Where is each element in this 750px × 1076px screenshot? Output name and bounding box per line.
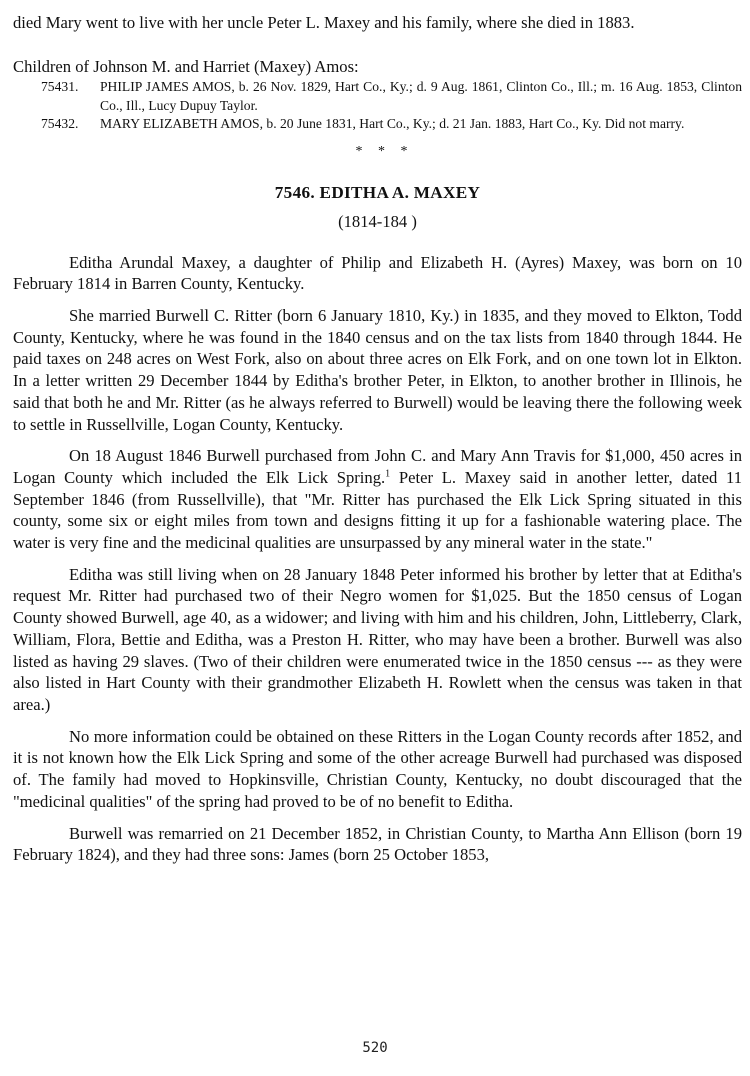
body-paragraph-1: Editha Arundal Maxey, a daughter of Philip and Elizabeth H. (Ayres) Maxey, was born on 10 February 1814 in Barren County, Kentucky. <box>13 252 742 294</box>
child-text: MARY ELIZABETH AMOS, b. 20 June 1831, Hart Co., Ky.; d. 21 Jan. 1883, Hart Co., Ky. Did not marry. <box>100 116 685 132</box>
child-number: 75431. <box>41 79 79 95</box>
section-separator: * * * <box>355 143 414 159</box>
body-paragraph-4: Editha was still living when on 28 January 1848 Peter informed his brother by letter that at Editha's request Mr. Ritter had purchased two of their Negro women for $1,025. But the 1850 census of Logan County showed Burwell, age 40, as a widower; and living with him and his children, John, Littleberry, Clark, William, Flora, Bettie and Editha, was a Preston H. Ritter, who may have been a brother. Burwell was also listed as having 29 slaves. (Two of their children were enumerated twice in the 1850 census --- as they were also listed in Hart County with their grandmother Elizabeth H. Rowlett when the census was taken in that area.) <box>13 564 742 714</box>
child-entry <box>13 78 742 115</box>
intro-paragraph: died Mary went to live with her uncle Peter L. Maxey and his family, where she died in 1883. <box>13 13 635 32</box>
document-page <box>13 12 742 866</box>
children-heading: Children of Johnson M. and Harriet (Maxey) Amos: <box>13 56 359 76</box>
footnote-marker: 1 <box>385 468 391 480</box>
child-text: PHILIP JAMES AMOS, b. 26 Nov. 1829, Hart Co., Ky.; d. 9 Aug. 1861, Clinton Co., Ill.; m. 16 Aug. 1853, Clinton Co., Ill., Lucy Dupuy Taylor. <box>100 79 742 113</box>
page-number: 520 <box>362 1040 388 1056</box>
section-dates: (1814-184 ) <box>338 211 417 231</box>
paragraph-3-text-after: Peter L. Maxey said in another letter, dated 11 September 1846 (from Russellville), that "Mr. Ritter has purchased the Elk Lick Spring situated in this county, some six or eight miles from town and designs fitting it up for a fashionable watering place. The water is very fine and the medicinal qualities are unsurpassed by any mineral water in the state." <box>13 467 743 553</box>
child-number: 75432. <box>41 116 79 132</box>
body-paragraph-3 <box>13 445 742 554</box>
children-list <box>13 78 742 133</box>
body-paragraph-5: No more information could be obtained on these Ritters in the Logan County records after 1852, and it is not known how the Elk Lick Spring and some of the other acreage Burwell had purchased was disposed of. The family had moved to Hopkinsville, Christian County, Kentucky, no doubt discouraged that the "medicinal qualities" of the spring had proved to be of no benefit to Editha. <box>13 726 742 811</box>
child-entry <box>13 115 742 133</box>
paragraph-3-text-before: On 18 August 1846 Burwell purchased from John C. and Mary Ann Travis for $1,000, 450 acres in Logan County which included the Elk Lick Spring. <box>13 446 742 487</box>
section-title: 7546. EDITHA A. MAXEY <box>274 182 481 202</box>
body-paragraph-6: Burwell was remarried on 21 December 1852, in Christian County, to Martha Ann Ellison (born 19 February 1824), and they had three sons: James (born 25 October 1853, <box>13 823 742 865</box>
body-paragraph-2: She married Burwell C. Ritter (born 6 January 1810, Ky.) in 1835, and they moved to Elkton, Todd County, Kentucky, where he was found in the 1840 census and on the tax lists from 1840 through 1844. He paid taxes on 248 acres on West Fork, also on about three acres on Elk Fork, and on one town lot in Elkton. In a letter written 29 December 1844 by Editha's brother Peter, in Elkton, to another brother in Illinois, he said that both he and Mr. Ritter (as he always referred to Burwell) would be leaving there the following week to settle in Russellville, Logan County, Kentucky. <box>13 306 742 434</box>
